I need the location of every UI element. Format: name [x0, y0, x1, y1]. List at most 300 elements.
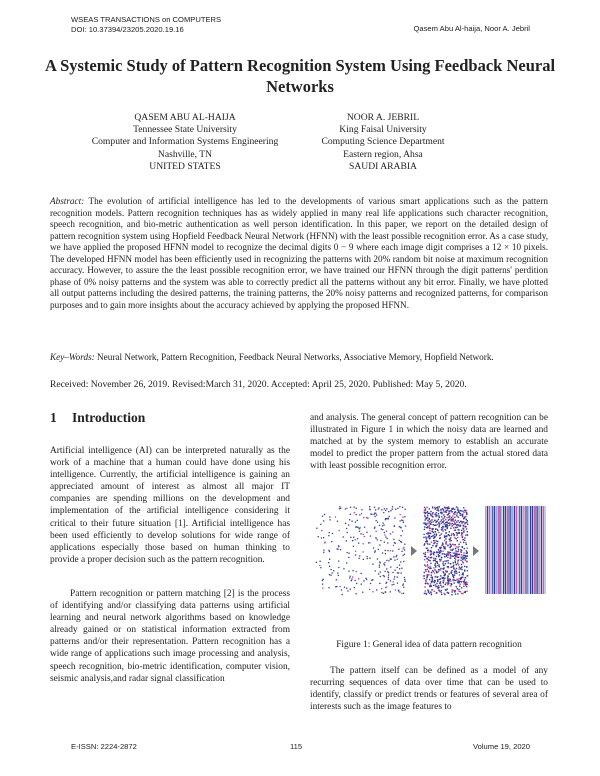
pattern-pixel [463, 562, 464, 563]
pattern-pixel [438, 554, 439, 555]
pattern-pixel [429, 508, 430, 509]
pattern-pixel [427, 543, 428, 544]
stripe [543, 506, 544, 594]
noise-pixel [383, 524, 384, 525]
noise-pixel [318, 536, 319, 537]
pattern-pixel [431, 536, 432, 537]
pattern-pixel [457, 512, 458, 513]
pattern-pixel [423, 553, 424, 554]
noise-pixel [405, 581, 406, 582]
pattern-pixel [432, 581, 433, 582]
pattern-pixel [432, 545, 433, 546]
author-block-2 [318, 112, 448, 173]
noise-pixel [339, 508, 340, 509]
noise-pixel [352, 540, 353, 541]
pattern-pixel [444, 556, 445, 557]
noise-pixel [338, 546, 339, 547]
noise-pixel [384, 542, 385, 543]
pattern-pixel [438, 585, 439, 586]
pattern-pixel [457, 563, 458, 564]
noise-pixel [399, 591, 400, 592]
pattern-pixel [440, 548, 441, 549]
pattern-pixel [459, 525, 460, 526]
noise-pixel [386, 508, 387, 509]
noise-pixel [376, 589, 377, 590]
noise-pixel [331, 569, 332, 570]
pattern-pixel [438, 589, 439, 590]
noise-pixel [405, 525, 406, 526]
noise-pixel [345, 508, 346, 509]
pattern-pixel [454, 571, 455, 572]
noise-pixel [356, 593, 357, 594]
right-column [310, 412, 548, 472]
arrow-icon [473, 546, 479, 556]
pattern-pixel [428, 513, 429, 514]
noise-pixel [363, 551, 364, 552]
pattern-pixel [427, 523, 428, 524]
pattern-pixel [464, 510, 465, 511]
pattern-pixel [445, 522, 446, 523]
noise-pixel [346, 588, 347, 589]
noise-pixel [385, 510, 386, 511]
pattern-pixel [437, 579, 438, 580]
pattern-pixel [430, 563, 431, 564]
noise-pixel [389, 516, 390, 517]
noise-pixel [387, 538, 388, 539]
pattern-pixel [451, 566, 452, 567]
pattern-pixel [450, 549, 451, 550]
pattern-pixel [440, 521, 441, 522]
pattern-pixel [453, 556, 454, 557]
pattern-pixel [435, 545, 436, 546]
noise-pixel [355, 522, 356, 523]
noise-pixel [393, 539, 394, 540]
pattern-pixel [424, 545, 425, 546]
pattern-pixel [445, 508, 446, 509]
noise-pixel [355, 551, 356, 552]
pattern-pixel [443, 580, 444, 581]
pattern-pixel [452, 591, 453, 592]
noise-pixel [338, 575, 339, 576]
pattern-pixel [430, 511, 431, 512]
pattern-pixel [454, 574, 455, 575]
noise-pixel [404, 549, 405, 550]
pattern-pixel [447, 545, 448, 546]
pattern-pixel [444, 547, 445, 548]
pattern-pixel [456, 516, 457, 517]
noise-pixel [346, 508, 347, 509]
pattern-pixel [431, 585, 432, 586]
noise-pixel [387, 571, 388, 572]
noise-pixel [403, 561, 404, 562]
pattern-pixel [438, 549, 439, 550]
pattern-pixel [456, 506, 457, 507]
noise-pixel [359, 558, 360, 559]
noise-pixel [351, 579, 352, 580]
pattern-pixel [463, 539, 464, 540]
pattern-pixel [466, 586, 467, 587]
noise-pixel [380, 540, 381, 541]
noise-pixel [376, 514, 377, 515]
noise-pixel [384, 576, 385, 577]
pattern-pixel [465, 510, 466, 511]
noise-pixel [319, 565, 320, 566]
noise-pixel [384, 534, 385, 535]
pattern-pixel [439, 582, 440, 583]
pattern-pixel [465, 542, 466, 543]
pattern-pixel [462, 559, 463, 560]
pattern-pixel [457, 507, 458, 508]
stripe [517, 506, 518, 594]
pattern-pixel [427, 541, 428, 542]
pattern-pixel [461, 557, 462, 558]
author-name: QASEM ABU AL-HAIJA [134, 112, 236, 123]
pattern-pixel [426, 517, 427, 518]
noise-pixel [331, 541, 332, 542]
pattern-pixel [434, 520, 435, 521]
noise-pixel [399, 506, 400, 507]
pattern-pixel [450, 528, 451, 529]
pattern-pixel [466, 561, 467, 562]
pattern-pixel [464, 592, 465, 593]
noise-pixel [378, 573, 379, 574]
noise-pixel [346, 540, 347, 541]
pattern-pixel [425, 556, 426, 557]
pattern-pixel [427, 527, 428, 528]
noise-pixel [371, 580, 372, 581]
pattern-pixel [460, 551, 461, 552]
pattern-pixel [427, 583, 428, 584]
pattern-pixel [428, 532, 429, 533]
pattern-pixel [451, 584, 452, 585]
noise-pixel [402, 517, 403, 518]
pattern-pixel [465, 522, 466, 523]
noise-pixel [402, 585, 403, 586]
pattern-pixel [440, 510, 441, 511]
noise-pixel [401, 520, 402, 521]
noise-pixel [355, 554, 356, 555]
noise-pixel [366, 517, 367, 518]
pattern-pixel [452, 575, 453, 576]
pattern-pixel [440, 581, 441, 582]
pattern-pixel [439, 561, 440, 562]
noise-pixel [400, 561, 401, 562]
stripe [535, 506, 536, 594]
pattern-pixel [459, 572, 460, 573]
noise-pixel [403, 587, 404, 588]
pattern-pixel [456, 534, 457, 535]
noise-pixel [400, 514, 401, 515]
pattern-pixel [444, 517, 445, 518]
pattern-pixel [435, 508, 436, 509]
pattern-pixel [424, 586, 425, 587]
noise-pixel [363, 534, 364, 535]
pattern-pixel [436, 534, 437, 535]
pattern-pixel [423, 575, 424, 576]
noise-pixel [338, 561, 339, 562]
pattern-pixel [453, 524, 454, 525]
noise-pixel [384, 564, 385, 565]
noise-pixel [392, 506, 393, 507]
pattern-pixel [457, 593, 458, 594]
noise-pixel [398, 549, 399, 550]
pattern-pixel [467, 520, 468, 521]
pattern-pixel [436, 521, 437, 522]
pattern-pixel [441, 557, 442, 558]
noise-pixel [394, 570, 395, 571]
pattern-pixel [431, 572, 432, 573]
pattern-pixel [447, 525, 448, 526]
stripe [521, 506, 522, 594]
pattern-pixel [451, 535, 452, 536]
pattern-pixel [433, 543, 434, 544]
noise-pixel [388, 560, 389, 561]
noise-pixel [400, 520, 401, 521]
pattern-pixel [427, 564, 428, 565]
noise-pixel [397, 572, 398, 573]
pattern-pixel [438, 522, 439, 523]
pattern-pixel [440, 575, 441, 576]
noise-pixel [323, 520, 324, 521]
noise-pixel [403, 583, 404, 584]
pattern-pixel [467, 575, 468, 576]
pattern-pixel [440, 569, 441, 570]
noise-pixel [328, 535, 329, 536]
pattern-pixel [436, 535, 437, 536]
pattern-pixel [425, 552, 426, 553]
pattern-pixel [445, 512, 446, 513]
pattern-pixel [466, 558, 467, 559]
noise-pixel [374, 552, 375, 553]
pattern-pixel [424, 543, 425, 544]
pattern-pixel [447, 557, 448, 558]
noise-pixel [357, 538, 358, 539]
noise-pixel [395, 589, 396, 590]
noise-pixel [377, 558, 378, 559]
pattern-pixel [447, 566, 448, 567]
pattern-pixel [451, 520, 452, 521]
pattern-pixel [430, 583, 431, 584]
paper-title: A Systemic Study of Pattern Recognition System Using Feedback Neural Networks [44, 56, 556, 96]
noise-pixel [404, 579, 405, 580]
pattern-pixel [433, 521, 434, 522]
pattern-pixel [453, 508, 454, 509]
pattern-pixel [461, 581, 462, 582]
noise-pixel [355, 580, 356, 581]
pattern-pixel [425, 590, 426, 591]
pattern-pixel [448, 581, 449, 582]
pattern-pixel [445, 563, 446, 564]
pattern-pixel [456, 553, 457, 554]
pattern-pixel [439, 579, 440, 580]
stripe [489, 506, 490, 594]
publication-dates: Received: November 26, 2019. Revised:March 31, 2020. Accepted: April 25, 2020. Published: May 5, 2020. [50, 379, 467, 390]
noise-pixel [374, 528, 375, 529]
pattern-pixel [426, 507, 427, 508]
noise-pixel [404, 554, 405, 555]
noise-pixel [403, 547, 404, 548]
pattern-pixel [457, 533, 458, 534]
pattern-pixel [445, 532, 446, 533]
noise-pixel [367, 518, 368, 519]
pattern-pixel [436, 512, 437, 513]
noise-pixel [383, 593, 384, 594]
noise-pixel [369, 506, 370, 507]
pattern-pixel [428, 567, 429, 568]
pattern-pixel [432, 513, 433, 514]
pattern-pixel [440, 550, 441, 551]
pattern-pixel [429, 518, 430, 519]
pattern-pixel [426, 537, 427, 538]
pattern-pixel [458, 578, 459, 579]
noise-pixel [375, 570, 376, 571]
noise-pixel [359, 527, 360, 528]
pattern-pixel [455, 530, 456, 531]
noise-pixel [340, 549, 341, 550]
pattern-pixel [436, 507, 437, 508]
pattern-pixel [429, 560, 430, 561]
pattern-pixel [463, 586, 464, 587]
noise-pixel [332, 572, 333, 573]
noise-pixel [390, 580, 391, 581]
pattern-pixel [448, 517, 449, 518]
pattern-pixel [453, 568, 454, 569]
pattern-pixel [466, 514, 467, 515]
pattern-pixel [440, 547, 441, 548]
noise-pixel [392, 572, 393, 573]
pattern-pixel [447, 578, 448, 579]
noise-pixel [356, 571, 357, 572]
pattern-pixel [462, 510, 463, 511]
pattern-pixel [428, 559, 429, 560]
keywords [50, 352, 548, 364]
noise-pixel [324, 514, 325, 515]
author-department: Computing Science Department [321, 136, 445, 148]
pattern-pixel [436, 583, 437, 584]
pattern-pixel [454, 517, 455, 518]
noise-pixel [335, 516, 336, 517]
pattern-pixel [467, 548, 468, 549]
noise-pixel [367, 558, 368, 559]
pattern-pixel [461, 593, 462, 594]
pattern-pixel [459, 584, 460, 585]
right-column-continued [310, 665, 548, 713]
pattern-pixel [436, 561, 437, 562]
pattern-pixel [428, 556, 429, 557]
pattern-pixel [455, 569, 456, 570]
noise-pixel [323, 552, 324, 553]
noise-pixel [358, 543, 359, 544]
pattern-pixel [439, 569, 440, 570]
pattern-pixel [444, 560, 445, 561]
noise-pixel [350, 507, 351, 508]
noise-pixel [316, 528, 317, 529]
pattern-pixel [442, 530, 443, 531]
pattern-pixel [464, 566, 465, 567]
noise-pixel [393, 581, 394, 582]
pattern-pixel [437, 577, 438, 578]
pattern-pixel [465, 583, 466, 584]
section-number: 1 [50, 410, 57, 425]
pattern-pixel [444, 537, 445, 538]
noise-pixel [403, 593, 404, 594]
pattern-pixel [430, 568, 431, 569]
pattern-pixel [430, 515, 431, 516]
pattern-pixel [439, 525, 440, 526]
stripe [534, 506, 535, 594]
noise-pixel [404, 516, 405, 517]
pattern-pixel [449, 531, 450, 532]
paragraph: and analysis. The general concept of pattern recognition can be illustrated in Figure 1 in which the noisy data are learned and matched at by the system memory to establish an accurate model to predict the proper pattern from the actual stored data with least possible recognition error. [310, 413, 548, 472]
pattern-pixel [462, 574, 463, 575]
pattern-pixel [454, 534, 455, 535]
pattern-pixel [455, 544, 456, 545]
noise-pixel [386, 531, 387, 532]
stripe [498, 506, 499, 594]
pattern-pixel [466, 550, 467, 551]
noise-pixel [345, 523, 346, 524]
noise-pixel [385, 571, 386, 572]
author-country: UNITED STATES [149, 160, 221, 172]
noise-pixel [337, 521, 338, 522]
pattern-pixel [434, 569, 435, 570]
pattern-pixel [450, 538, 451, 539]
pattern-pixel [434, 582, 435, 583]
pattern-pixel [461, 522, 462, 523]
pattern-pixel [465, 535, 466, 536]
pattern-pixel [442, 542, 443, 543]
pattern-pixel [424, 529, 425, 530]
pattern-pixel [439, 591, 440, 592]
pattern-pixel [458, 517, 459, 518]
noise-pixel [394, 526, 395, 527]
pattern-pixel [442, 563, 443, 564]
noise-pixel [384, 508, 385, 509]
pattern-pixel [456, 568, 457, 569]
pattern-pixel [430, 553, 431, 554]
pattern-pixel [443, 511, 444, 512]
noise-pixel [390, 533, 391, 534]
pattern-pixel [434, 534, 435, 535]
pattern-pixel [452, 525, 453, 526]
stripe [499, 506, 500, 594]
noise-pixel [394, 542, 395, 543]
pattern-pixel [426, 512, 427, 513]
pattern-pixel [454, 537, 455, 538]
pattern-pixel [457, 526, 458, 527]
stripe [492, 506, 493, 594]
pattern-pixel [424, 507, 425, 508]
noise-pixel [359, 531, 360, 532]
pattern-pixel [451, 540, 452, 541]
pattern-pixel [443, 553, 444, 554]
pattern-pixel [466, 582, 467, 583]
pattern-pixel [428, 590, 429, 591]
noise-pixel [367, 556, 368, 557]
pattern-pixel [449, 512, 450, 513]
pattern-pixel [440, 585, 441, 586]
pattern-pixel [441, 523, 442, 524]
noise-pixel [397, 559, 398, 560]
pattern-pixel [449, 573, 450, 574]
noise-pixel [355, 527, 356, 528]
pattern-pixel [450, 555, 451, 556]
stripe [505, 506, 506, 594]
noise-pixel [396, 555, 397, 556]
pattern-pixel [437, 510, 438, 511]
noise-pixel [390, 550, 391, 551]
pattern-pixel [446, 553, 447, 554]
